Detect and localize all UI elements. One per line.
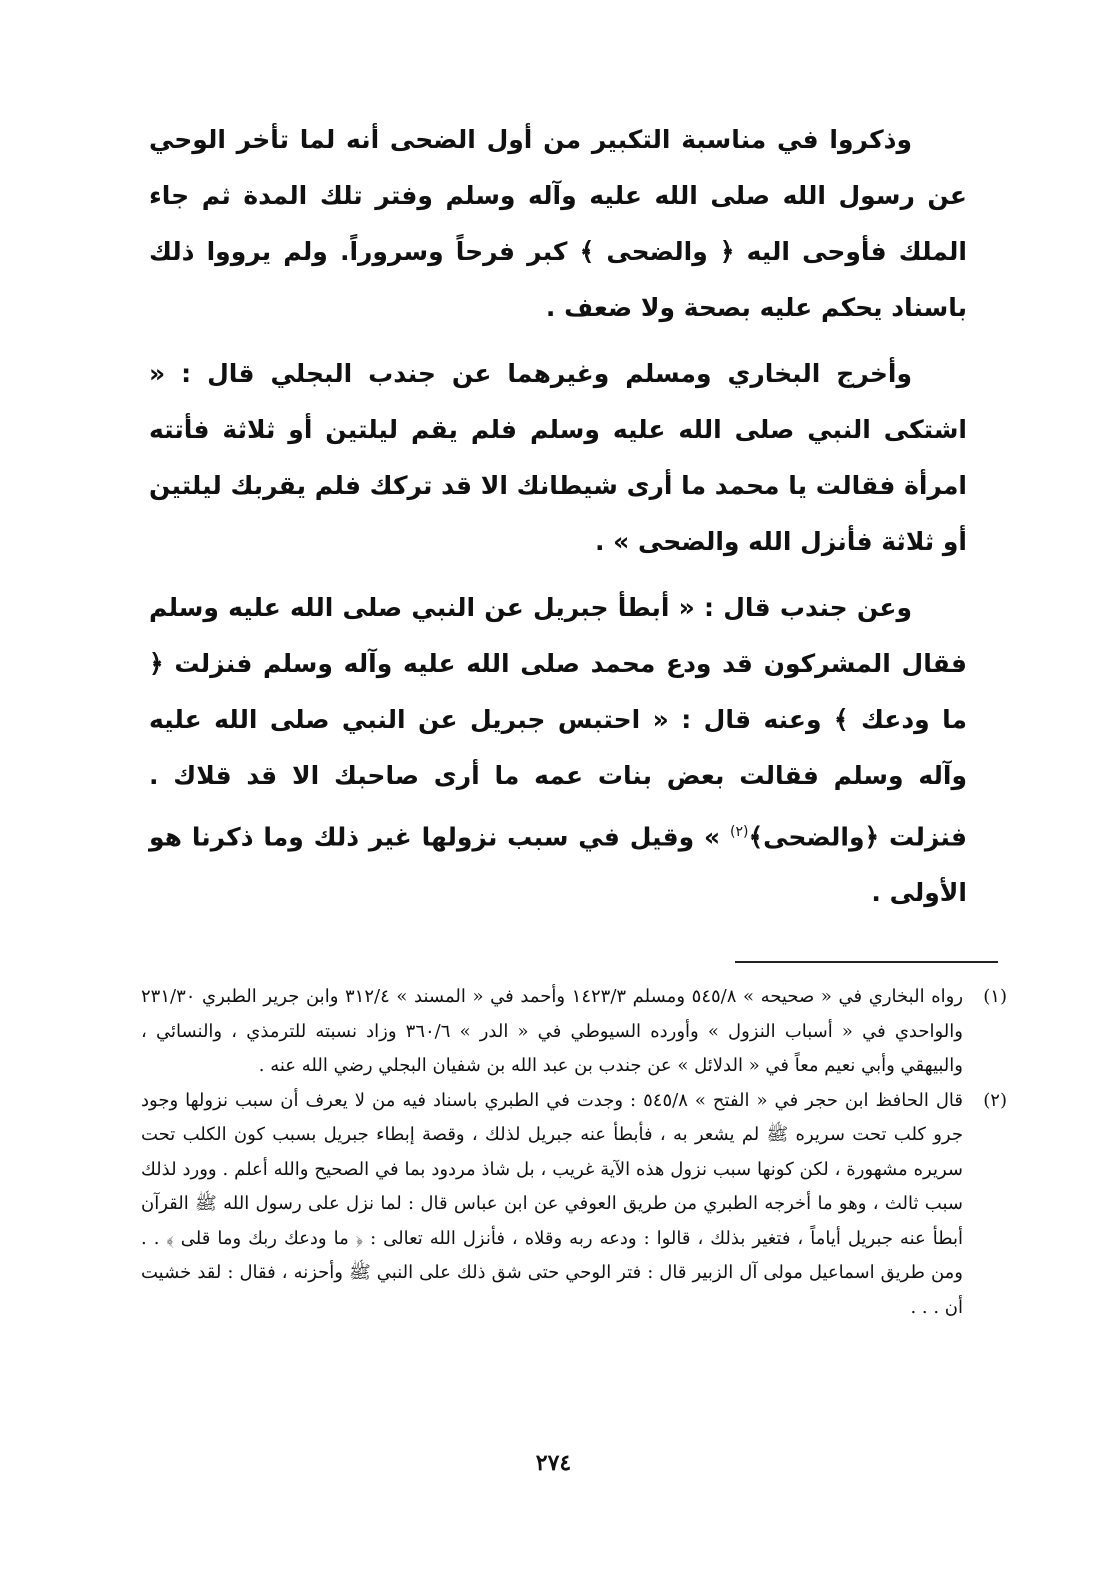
footnotes-section (141, 980, 1007, 1325)
paragraph-jundub-text: وعن جندب قال : « أبطأ جبريل عن النبي صلى الله عليه وسلم فقال المشركون قد ودع محمد صلى الله عليه وآله وسلم فنزلت ﴿ ما ودعك ﴾ وعنه قال : « احتبس جبريل عن النبي صلى الله عليه وآله وسلم فقالت بعض بنات عمه ما أرى صاحبك الا قد قلاك . فنزلت ﴿والضحى﴾ (149, 593, 967, 852)
footnote-2 (141, 1084, 1007, 1326)
footnote-marker: (١) (983, 986, 1007, 1007)
paragraph-takbir: وذكروا في مناسبة التكبير من أول الضحى أنه لما تأخر الوحي عن رسول الله صلى الله عليه وآله وسلم وفتر تلك المدة ثم جاء الملك فأوحى اليه ﴿ والضحى ﴾ كبر فرحاً وسروراً. ولم يرووا ذلك باسناد يحكم عليه بصحة ولا ضعف . (149, 125, 967, 322)
main-text-body (149, 112, 967, 931)
footnote-1 (141, 980, 1007, 1084)
footnote-separator (735, 961, 998, 963)
paragraph-bukhari-narration: وأخرج البخاري ومسلم وغيرهما عن جندب البجلي قال : « اشتكى النبي صلى الله عليه وسلم فلم يقم ليلتين أو ثلاثة فأتته امرأة فقالت يا محمد ما أرى شيطانك الا قد تركك فلم يقربك ليلتين أو ثلاثة فأنزل الله والضحى » . (149, 359, 967, 556)
footnote-text: قال الحافظ ابن حجر في « الفتح » ٥٤٥/٨ : وجدت في الطبري باسناد فيه من لا يعرف أن سبب نزولها وجود جرو كلب تحت سريره ﷺ لم يشعر به ، فأبطأ عنه جبريل لذلك ، وقصة إبطاء جبريل بسبب كون الكلب تحت سريره مشهورة ، لكن كونها سبب نزول هذه الآية غريب ، بل شاذ مردود بما في الصحيح والله أعلم . وورد لذلك سبب ثالث ، وهو ما أخرجه الطبري من طريق العوفي عن ابن عباس قال : لما نزل على رسول الله ﷺ القرآن أبطأ عنه جبريل أياماً ، فتغير بذلك ، قالوا : ودعه ربه وقلاه ، فأنزل الله تعالى : ﴿ ما ودعك ربك وما قلى ﴾ . . ومن طريق اسماعيل مولى آل الزبير قال : فتر الوحي حتى شق ذلك على النبي ﷺ وأحزنه ، فقال : لقد خشيت أن . . . (141, 1089, 964, 1318)
paragraph-jundub-tail: » وقيل في سبب نزولها غير ذلك وما ذكرنا هو الأولى . (149, 822, 967, 908)
footnote-text: رواه البخاري في « صحيحه » ٥٤٥/٨ ومسلم ١٤٢٣/٣ وأحمد في « المسند » ٣١٢/٤ وابن جرير الطبري ٢٣١/٣٠ والواحدي في « أسباب النزول » وأورده السيوطي في « الدر » ٣٦٠/٦ وزاد نسبته للترمذي ، والنسائي ، والبيهقي وأبي نعيم معاً في « الدلائل » عن جندب بن عبد الله بن شفيان البجلي رضي الله عنه . (141, 986, 964, 1076)
footnote-marker: (٢) (983, 1089, 1007, 1111)
paragraph-jundub-narration (149, 580, 967, 921)
footnote-ref-mark: (٢) (729, 824, 749, 840)
page-number: ٢٧٤ (535, 1450, 572, 1476)
